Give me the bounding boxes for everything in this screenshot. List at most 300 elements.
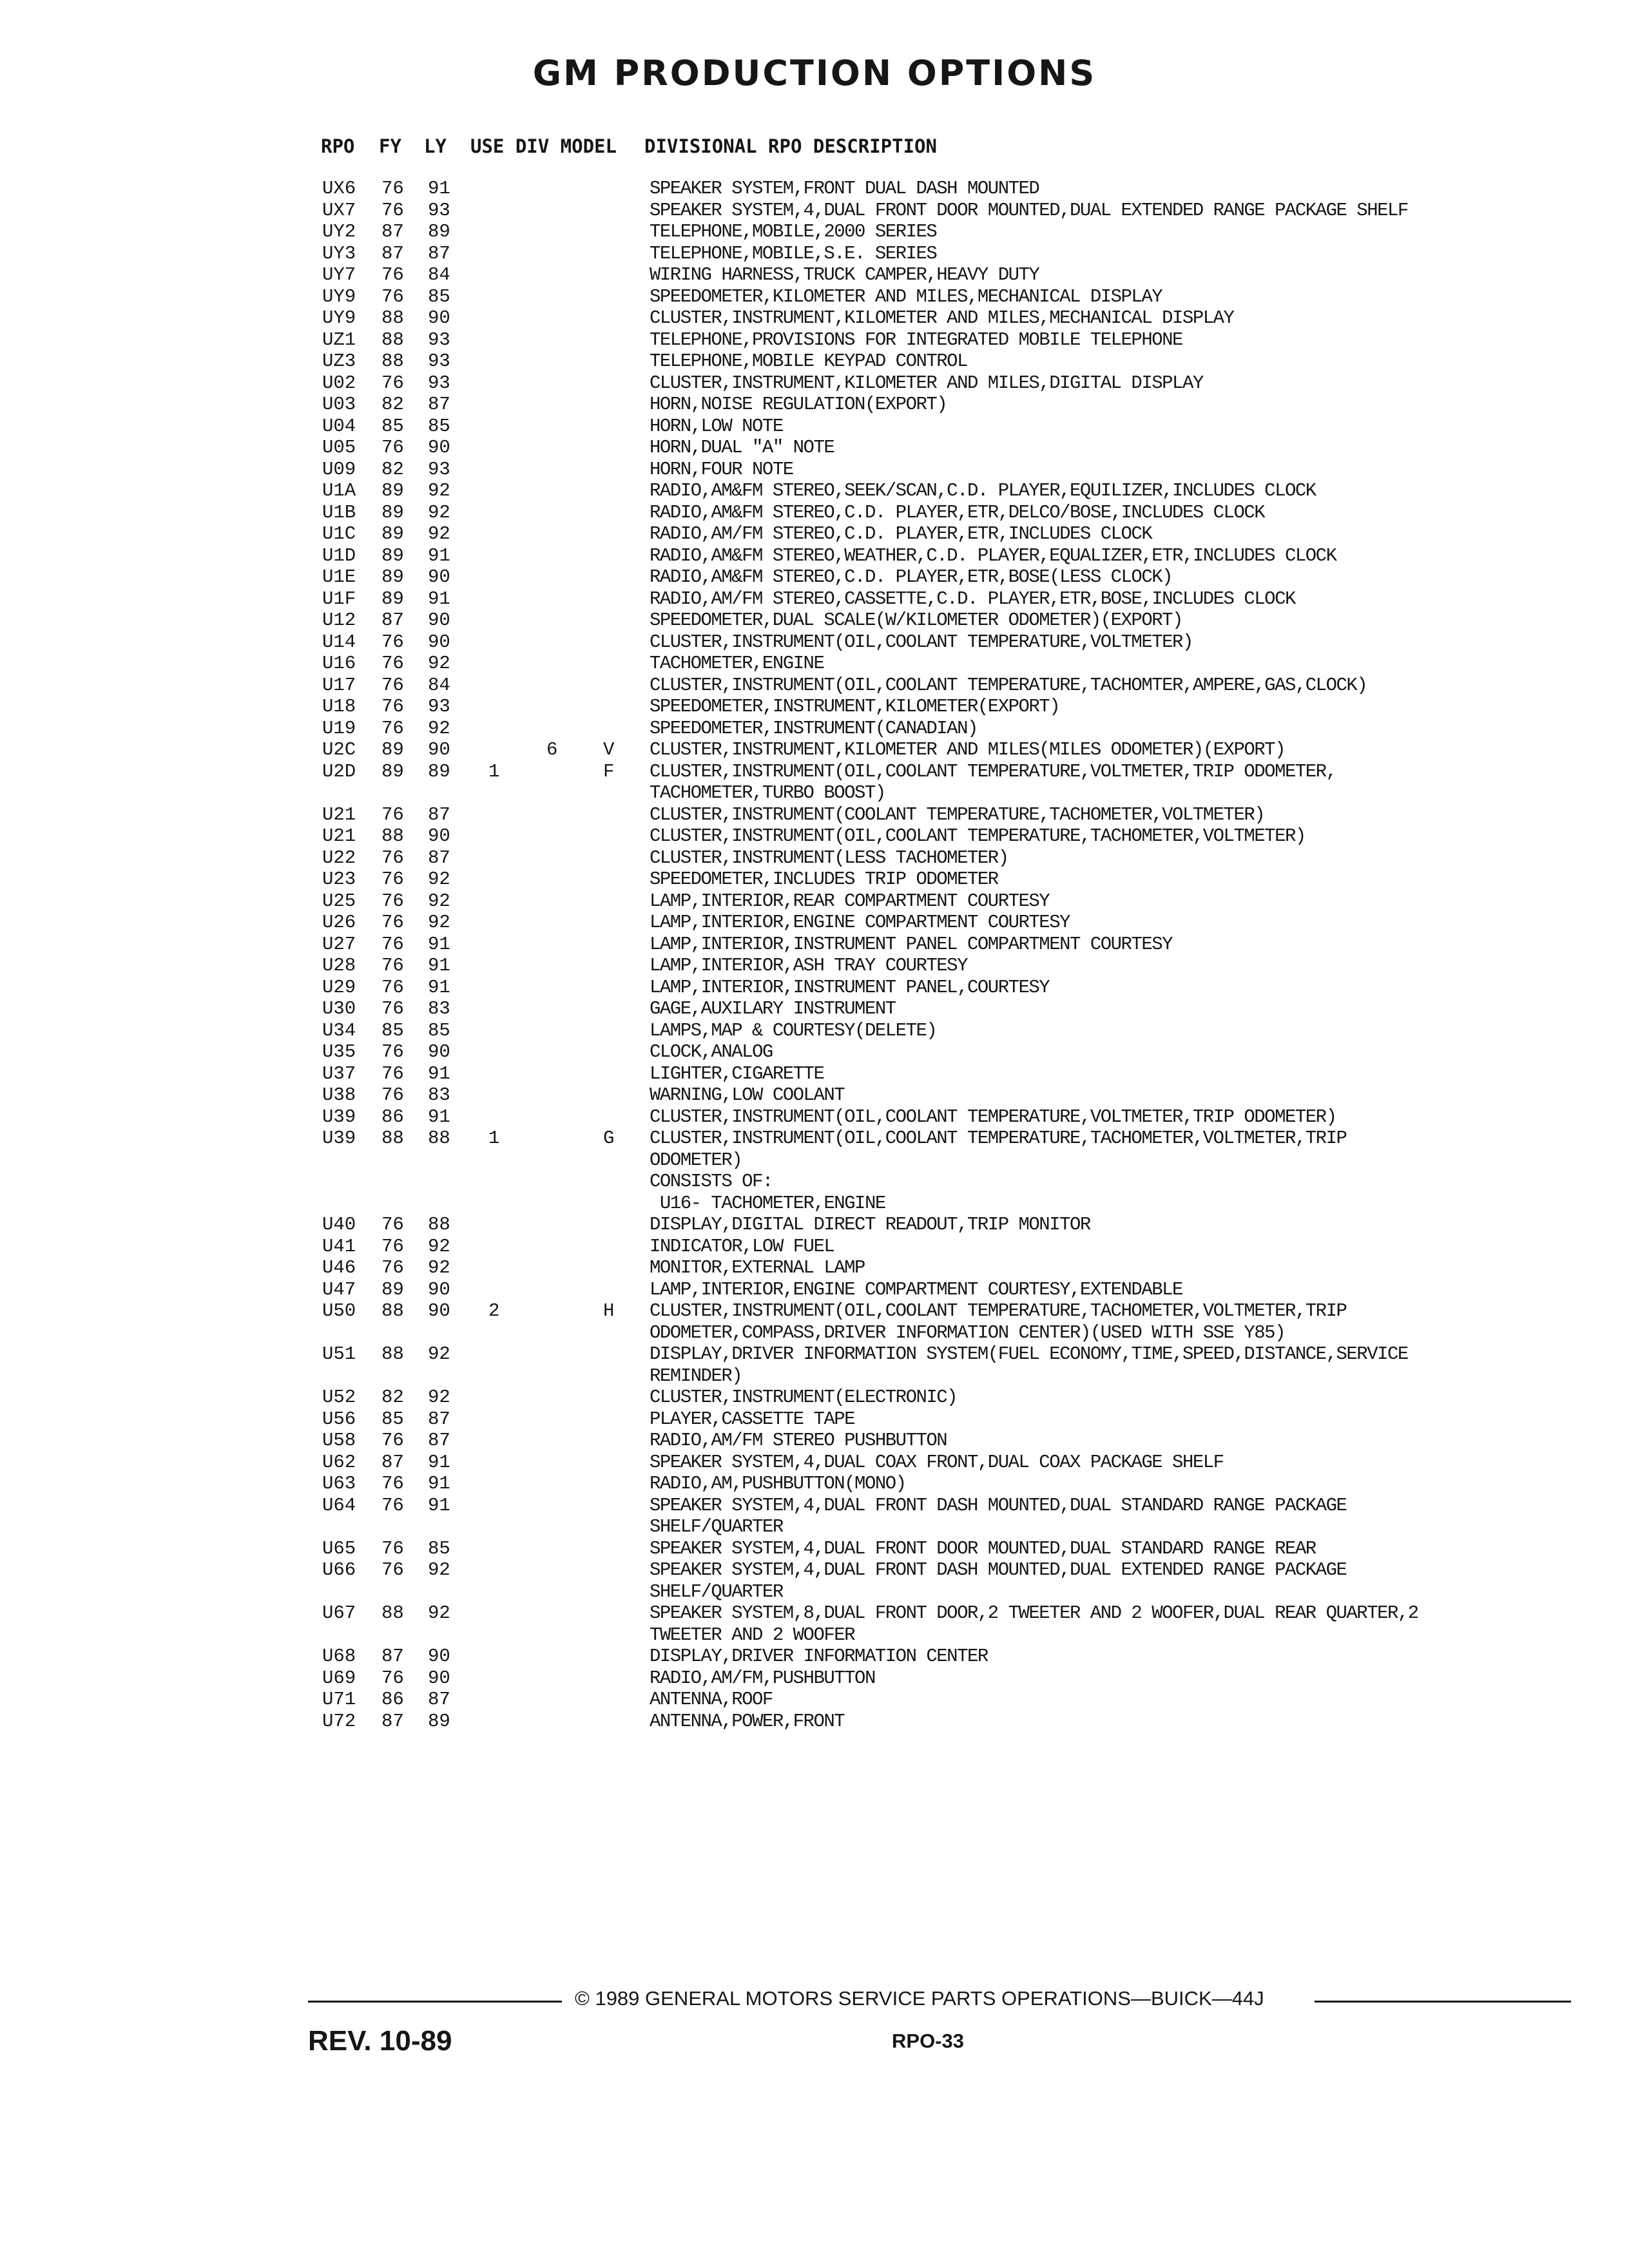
first-year: 85 [381, 1019, 404, 1041]
first-year: 82 [381, 1387, 404, 1408]
table-row [0, 394, 1629, 416]
last-year: 90 [428, 610, 450, 631]
rpo-code: U46 [322, 1257, 356, 1278]
use-code: 2 [488, 1300, 500, 1321]
rpo-code: U38 [322, 1084, 356, 1106]
first-year: 76 [381, 437, 404, 458]
table-row [0, 653, 1629, 675]
footer-rule-right [1315, 2001, 1571, 2003]
last-year: 91 [428, 1494, 450, 1516]
table-row [0, 523, 1629, 545]
table-row-continuation [0, 1516, 1629, 1538]
table-row [0, 243, 1629, 265]
use-code: 1 [488, 760, 500, 782]
description: LAMP,INTERIOR,INSTRUMENT PANEL,COURTESY [650, 976, 1050, 998]
table-row [0, 631, 1629, 653]
rpo-code: UX6 [322, 178, 356, 199]
rpo-code: UZ3 [322, 351, 356, 372]
column-header-ly: LY [424, 135, 447, 157]
last-year: 92 [428, 890, 450, 912]
table-row [0, 1473, 1629, 1495]
description: TELEPHONE,MOBILE,2000 SERIES [650, 221, 937, 242]
last-year: 89 [428, 760, 450, 782]
description: TWEETER AND 2 WOOFER [650, 1624, 855, 1646]
rpo-code: U23 [322, 869, 356, 890]
first-year: 89 [381, 480, 404, 501]
last-year: 91 [428, 544, 450, 566]
last-year: 92 [428, 1257, 450, 1278]
rpo-code: U41 [322, 1235, 356, 1257]
table-row [0, 1408, 1629, 1430]
last-year: 92 [428, 1602, 450, 1624]
description: CLUSTER,INSTRUMENT(OIL,COOLANT TEMPERATURE,VOLTMETER,TRIP ODOMETER, [650, 760, 1336, 782]
last-year: 91 [428, 1451, 450, 1473]
first-year: 76 [381, 1473, 404, 1494]
description: SPEEDOMETER,DUAL SCALE(W/KILOMETER ODOMETER)(EXPORT) [650, 610, 1182, 631]
description: ANTENNA,ROOF [650, 1689, 773, 1710]
description: RADIO,AM/FM,PUSHBUTTON [650, 1667, 875, 1689]
description: SPEAKER SYSTEM,4,DUAL FRONT DASH MOUNTED,DUAL STANDARD RANGE PACKAGE [650, 1494, 1347, 1516]
first-year: 89 [381, 1278, 404, 1300]
rpo-code: U29 [322, 976, 356, 998]
first-year: 76 [381, 890, 404, 912]
first-year: 76 [381, 1062, 404, 1084]
description: SPEAKER SYSTEM,FRONT DUAL DASH MOUNTED [650, 178, 1039, 199]
first-year: 88 [381, 1300, 404, 1321]
last-year: 90 [428, 739, 450, 760]
table-row-continuation [0, 1193, 1629, 1215]
rpo-code: U1A [322, 480, 356, 501]
table-row [0, 1257, 1629, 1279]
rpo-code: U51 [322, 1343, 356, 1365]
last-year: 84 [428, 264, 450, 285]
last-year: 90 [428, 437, 450, 458]
table-row [0, 588, 1629, 610]
table-row-continuation [0, 1624, 1629, 1646]
model-code: G [603, 1128, 615, 1149]
last-year: 93 [428, 372, 450, 394]
first-year: 89 [381, 544, 404, 566]
first-year: 89 [381, 566, 404, 588]
table-row [0, 1430, 1629, 1452]
last-year: 92 [428, 1559, 450, 1581]
first-year: 76 [381, 285, 404, 307]
first-year: 76 [381, 1235, 404, 1257]
last-year: 83 [428, 998, 450, 1019]
rpo-code: U64 [322, 1494, 356, 1516]
description: SPEAKER SYSTEM,4,DUAL FRONT DOOR MOUNTED,DUAL EXTENDED RANGE PACKAGE SHELF [650, 199, 1408, 221]
table-row-continuation [0, 782, 1629, 804]
description: HORN,NOISE REGULATION(EXPORT) [650, 394, 947, 415]
last-year: 91 [428, 1062, 450, 1084]
rpo-code: U1C [322, 523, 356, 544]
first-year: 76 [381, 1667, 404, 1689]
table-row [0, 1128, 1629, 1149]
last-year: 91 [428, 1106, 450, 1128]
description: SPEEDOMETER,KILOMETER AND MILES,MECHANICAL DISPLAY [650, 285, 1162, 307]
last-year: 92 [428, 501, 450, 523]
description: CONSISTS OF: [650, 1171, 773, 1192]
rpo-code: U12 [322, 610, 356, 631]
first-year: 87 [381, 221, 404, 242]
last-year: 87 [428, 394, 450, 415]
last-year: 87 [428, 1408, 450, 1430]
rpo-code: U03 [322, 394, 356, 415]
first-year: 86 [381, 1689, 404, 1710]
table-row [0, 1106, 1629, 1128]
last-year: 93 [428, 199, 450, 221]
table-row [0, 955, 1629, 977]
last-year: 90 [428, 825, 450, 847]
description: SHELF/QUARTER [650, 1516, 783, 1537]
last-year: 92 [428, 653, 450, 674]
first-year: 76 [381, 976, 404, 998]
first-year: 76 [381, 1214, 404, 1235]
rpo-code: U39 [322, 1106, 356, 1128]
description: DISPLAY,DRIVER INFORMATION CENTER [650, 1646, 988, 1667]
table-row [0, 869, 1629, 890]
table-row [0, 307, 1629, 329]
first-year: 76 [381, 803, 404, 825]
page-title: GM PRODUCTION OPTIONS [532, 53, 1097, 93]
rpo-code: U47 [322, 1278, 356, 1300]
description: SPEEDOMETER,INCLUDES TRIP ODOMETER [650, 869, 998, 890]
rpo-code: U39 [322, 1128, 356, 1149]
description: ODOMETER,COMPASS,DRIVER INFORMATION CENTER)(USED WITH SSE Y85) [650, 1321, 1285, 1343]
table-row [0, 934, 1629, 956]
rpo-code: U28 [322, 955, 356, 976]
table-row [0, 459, 1629, 481]
table-row [0, 200, 1629, 222]
first-year: 76 [381, 1084, 404, 1106]
first-year: 89 [381, 760, 404, 782]
first-year: 88 [381, 307, 404, 329]
rpo-code: U27 [322, 933, 356, 955]
last-year: 91 [428, 1473, 450, 1494]
last-year: 93 [428, 696, 450, 717]
last-year: 89 [428, 1710, 450, 1732]
rpo-code: U37 [322, 1062, 356, 1084]
last-year: 93 [428, 458, 450, 480]
rpo-code: U72 [322, 1710, 356, 1732]
first-year: 86 [381, 1106, 404, 1128]
table-row [0, 847, 1629, 869]
rpo-code: UY9 [322, 285, 356, 307]
first-year: 87 [381, 242, 404, 264]
first-year: 76 [381, 955, 404, 976]
description: REMINDER) [650, 1365, 742, 1387]
last-year: 90 [428, 566, 450, 588]
rpo-code: U66 [322, 1559, 356, 1581]
first-year: 85 [381, 1408, 404, 1430]
rpo-code: U22 [322, 847, 356, 869]
rpo-code: UX7 [322, 199, 356, 221]
description: DISPLAY,DRIVER INFORMATION SYSTEM(FUEL ECONOMY,TIME,SPEED,DISTANCE,SERVICE [650, 1343, 1408, 1365]
rpo-code: U50 [322, 1300, 356, 1321]
description: CLUSTER,INSTRUMENT(LESS TACHOMETER) [650, 847, 1008, 869]
last-year: 85 [428, 1537, 450, 1559]
last-year: 90 [428, 307, 450, 329]
last-year: 83 [428, 1084, 450, 1106]
column-header-description: DIVISIONAL RPO DESCRIPTION [644, 135, 937, 157]
footer-copyright: © 1989 GENERAL MOTORS SERVICE PARTS OPERATIONS—BUICK—44J [575, 1987, 1264, 2010]
rpo-code: U05 [322, 437, 356, 458]
description: RADIO,AM/FM STEREO PUSHBUTTON [650, 1430, 947, 1451]
table-row [0, 825, 1629, 847]
first-year: 76 [381, 653, 404, 674]
table-row [0, 1063, 1629, 1085]
table-row [0, 1689, 1629, 1711]
description: PLAYER,CASSETTE TAPE [650, 1408, 855, 1430]
description: LAMP,INTERIOR,ENGINE COMPARTMENT COURTESY,EXTENDABLE [650, 1278, 1182, 1300]
last-year: 90 [428, 1646, 450, 1667]
description: LAMPS,MAP & COURTESY(DELETE) [650, 1019, 937, 1041]
first-year: 87 [381, 610, 404, 631]
model-code: V [603, 739, 615, 760]
table-row-continuation [0, 1322, 1629, 1344]
rpo-code: UY7 [322, 264, 356, 285]
page-number: RPO-33 [892, 2030, 964, 2052]
last-year: 87 [428, 1430, 450, 1451]
description: MONITOR,EXTERNAL LAMP [650, 1257, 865, 1278]
description: ODOMETER) [650, 1149, 742, 1171]
description: CLUSTER,INSTRUMENT(COOLANT TEMPERATURE,TACHOMETER,VOLTMETER) [650, 803, 1265, 825]
description: U16- TACHOMETER,ENGINE [650, 1192, 885, 1214]
description: RADIO,AM&FM STEREO,WEATHER,C.D. PLAYER,EQUALIZER,ETR,INCLUDES CLOCK [650, 544, 1336, 566]
description: LIGHTER,CIGARETTE [650, 1062, 824, 1084]
first-year: 89 [381, 501, 404, 523]
table-row [0, 1300, 1629, 1322]
rpo-code: U21 [322, 803, 356, 825]
last-year: 90 [428, 1041, 450, 1062]
first-year: 76 [381, 1430, 404, 1451]
first-year: 76 [381, 869, 404, 890]
first-year: 76 [381, 1257, 404, 1278]
first-year: 76 [381, 178, 404, 199]
table-row [0, 480, 1629, 502]
description: LAMP,INTERIOR,INSTRUMENT PANEL COMPARTMENT COURTESY [650, 933, 1173, 955]
description: TACHOMETER,ENGINE [650, 653, 824, 674]
table-row [0, 329, 1629, 351]
description: TELEPHONE,MOBILE,S.E. SERIES [650, 242, 937, 264]
first-year: 76 [381, 372, 404, 394]
last-year: 91 [428, 933, 450, 955]
last-year: 89 [428, 221, 450, 242]
first-year: 87 [381, 1451, 404, 1473]
description: LAMP,INTERIOR,ASH TRAY COURTESY [650, 955, 967, 976]
footer-rule-left [308, 2001, 562, 2003]
first-year: 89 [381, 588, 404, 610]
table-row [0, 1343, 1629, 1365]
table-row [0, 977, 1629, 999]
last-year: 92 [428, 869, 450, 890]
table-row-continuation [0, 1171, 1629, 1193]
rpo-code: U2C [322, 739, 356, 760]
column-header-rpo: RPO [321, 135, 355, 157]
table-row [0, 1452, 1629, 1474]
table-row [0, 286, 1629, 308]
table-row-continuation [0, 1365, 1629, 1387]
description: CLUSTER,INSTRUMENT(OIL,COOLANT TEMPERATURE,VOLTMETER) [650, 631, 1193, 653]
first-year: 76 [381, 717, 404, 739]
description: RADIO,AM&FM STEREO,SEEK/SCAN,C.D. PLAYER,EQUILIZER,INCLUDES CLOCK [650, 480, 1316, 501]
description: HORN,LOW NOTE [650, 415, 783, 437]
model-code: F [603, 760, 615, 782]
last-year: 88 [428, 1128, 450, 1149]
last-year: 91 [428, 955, 450, 976]
last-year: 90 [428, 631, 450, 653]
rpo-code: U21 [322, 825, 356, 847]
rpo-code: U26 [322, 912, 356, 933]
table-row [0, 696, 1629, 718]
table-row [0, 890, 1629, 912]
first-year: 88 [381, 1602, 404, 1624]
first-year: 76 [381, 998, 404, 1019]
description: HORN,FOUR NOTE [650, 458, 793, 480]
description: SPEEDOMETER,INSTRUMENT(CANADIAN) [650, 717, 978, 739]
description: RADIO,AM&FM STEREO,C.D. PLAYER,ETR,DELCO/BOSE,INCLUDES CLOCK [650, 501, 1265, 523]
description: RADIO,AM&FM STEREO,C.D. PLAYER,ETR,BOSE(LESS CLOCK) [650, 566, 1173, 588]
rpo-code: U1F [322, 588, 356, 610]
first-year: 76 [381, 847, 404, 869]
description: INDICATOR,LOW FUEL [650, 1235, 834, 1257]
first-year: 76 [381, 1041, 404, 1062]
last-year: 87 [428, 242, 450, 264]
rpo-code: U71 [322, 1689, 356, 1710]
table-row [0, 1236, 1629, 1258]
rpo-code: U69 [322, 1667, 356, 1689]
description: CLUSTER,INSTRUMENT(OIL,COOLANT TEMPERATURE,TACHOMTER,AMPERE,GAS,CLOCK) [650, 674, 1367, 696]
description: TACHOMETER,TURBO BOOST) [650, 782, 885, 803]
table-row [0, 437, 1629, 459]
rpo-code: U1B [322, 501, 356, 523]
description: CLUSTER,INSTRUMENT(OIL,COOLANT TEMPERATURE,TACHOMETER,VOLTMETER,TRIP [650, 1128, 1347, 1149]
description: CLUSTER,INSTRUMENT(OIL,COOLANT TEMPERATURE,TACHOMETER,VOLTMETER) [650, 825, 1306, 847]
first-year: 76 [381, 933, 404, 955]
last-year: 92 [428, 717, 450, 739]
table-row-continuation [0, 1581, 1629, 1603]
description: SHELF/QUARTER [650, 1581, 783, 1602]
last-year: 85 [428, 415, 450, 437]
table-row [0, 221, 1629, 243]
description: DISPLAY,DIGITAL DIRECT READOUT,TRIP MONITOR [650, 1214, 1090, 1235]
description: SPEAKER SYSTEM,4,DUAL FRONT DOOR MOUNTED,DUAL STANDARD RANGE REAR [650, 1537, 1316, 1559]
last-year: 91 [428, 976, 450, 998]
table-row [0, 1020, 1629, 1042]
last-year: 85 [428, 285, 450, 307]
table-row [0, 502, 1629, 524]
table-row [0, 1538, 1629, 1560]
last-year: 90 [428, 1667, 450, 1689]
table-row [0, 804, 1629, 826]
first-year: 89 [381, 739, 404, 760]
first-year: 82 [381, 394, 404, 415]
table-row [0, 264, 1629, 286]
rpo-code: U09 [322, 458, 356, 480]
table-row [0, 1495, 1629, 1517]
description: CLUSTER,INSTRUMENT(OIL,COOLANT TEMPERATURE,VOLTMETER,TRIP ODOMETER) [650, 1106, 1336, 1128]
description: RADIO,AM,PUSHBUTTON(MONO) [650, 1473, 906, 1494]
first-year: 89 [381, 523, 404, 544]
last-year: 87 [428, 847, 450, 869]
table-row [0, 1646, 1629, 1667]
rpo-code: U30 [322, 998, 356, 1019]
rpo-code: U16 [322, 653, 356, 674]
rpo-code: U18 [322, 696, 356, 717]
table-row [0, 718, 1629, 740]
column-header-fy: FY [379, 135, 401, 157]
table-row [0, 1602, 1629, 1624]
last-year: 90 [428, 1278, 450, 1300]
description: HORN,DUAL "A" NOTE [650, 437, 834, 458]
description: TELEPHONE,MOBILE KEYPAD CONTROL [650, 351, 967, 372]
first-year: 76 [381, 1559, 404, 1581]
table-row [0, 351, 1629, 372]
description: SPEAKER SYSTEM,4,DUAL COAX FRONT,DUAL COAX PACKAGE SHELF [650, 1451, 1224, 1473]
description: CLUSTER,INSTRUMENT,KILOMETER AND MILES,DIGITAL DISPLAY [650, 372, 1203, 394]
table-row [0, 1214, 1629, 1236]
first-year: 88 [381, 351, 404, 372]
rpo-code: U25 [322, 890, 356, 912]
first-year: 76 [381, 264, 404, 285]
last-year: 84 [428, 674, 450, 696]
last-year: 92 [428, 1343, 450, 1365]
last-year: 93 [428, 329, 450, 351]
rpo-code: U34 [322, 1019, 356, 1041]
description: RADIO,AM/FM STEREO,C.D. PLAYER,ETR,INCLUDES CLOCK [650, 523, 1152, 544]
rpo-code: U58 [322, 1430, 356, 1451]
rpo-code: U19 [322, 717, 356, 739]
rpo-code: U04 [322, 415, 356, 437]
first-year: 88 [381, 1128, 404, 1149]
first-year: 76 [381, 1537, 404, 1559]
last-year: 91 [428, 178, 450, 199]
last-year: 93 [428, 351, 450, 372]
rpo-code: U1E [322, 566, 356, 588]
rpo-code: U40 [322, 1214, 356, 1235]
description: GAGE,AUXILARY INSTRUMENT [650, 998, 896, 1019]
first-year: 87 [381, 1710, 404, 1732]
table-row [0, 998, 1629, 1020]
rpo-code: UY3 [322, 242, 356, 264]
description: WIRING HARNESS,TRUCK CAMPER,HEAVY DUTY [650, 264, 1039, 285]
revision-label: REV. 10-89 [308, 2025, 452, 2057]
description: SPEAKER SYSTEM,8,DUAL FRONT DOOR,2 TWEETER AND 2 WOOFER,DUAL REAR QUARTER,2 [650, 1602, 1418, 1624]
table-row [0, 1387, 1629, 1408]
first-year: 76 [381, 674, 404, 696]
table-row [0, 675, 1629, 697]
rpo-code: U68 [322, 1646, 356, 1667]
description: SPEAKER SYSTEM,4,DUAL FRONT DASH MOUNTED,DUAL EXTENDED RANGE PACKAGE [650, 1559, 1347, 1581]
table-row [0, 610, 1629, 631]
rpo-code: UZ1 [322, 329, 356, 351]
first-year: 76 [381, 1494, 404, 1516]
column-header-use-div-model: USE DIV MODEL [470, 135, 617, 157]
last-year: 85 [428, 1019, 450, 1041]
rpo-code: U65 [322, 1537, 356, 1559]
table-row [0, 1041, 1629, 1063]
rpo-code: UY9 [322, 307, 356, 329]
table-row [0, 178, 1629, 200]
last-year: 90 [428, 1300, 450, 1321]
last-year: 92 [428, 912, 450, 933]
rpo-code: U1D [322, 544, 356, 566]
rpo-code: U14 [322, 631, 356, 653]
rpo-code: U17 [322, 674, 356, 696]
last-year: 87 [428, 803, 450, 825]
rpo-code: U52 [322, 1387, 356, 1408]
rpo-code: U62 [322, 1451, 356, 1473]
